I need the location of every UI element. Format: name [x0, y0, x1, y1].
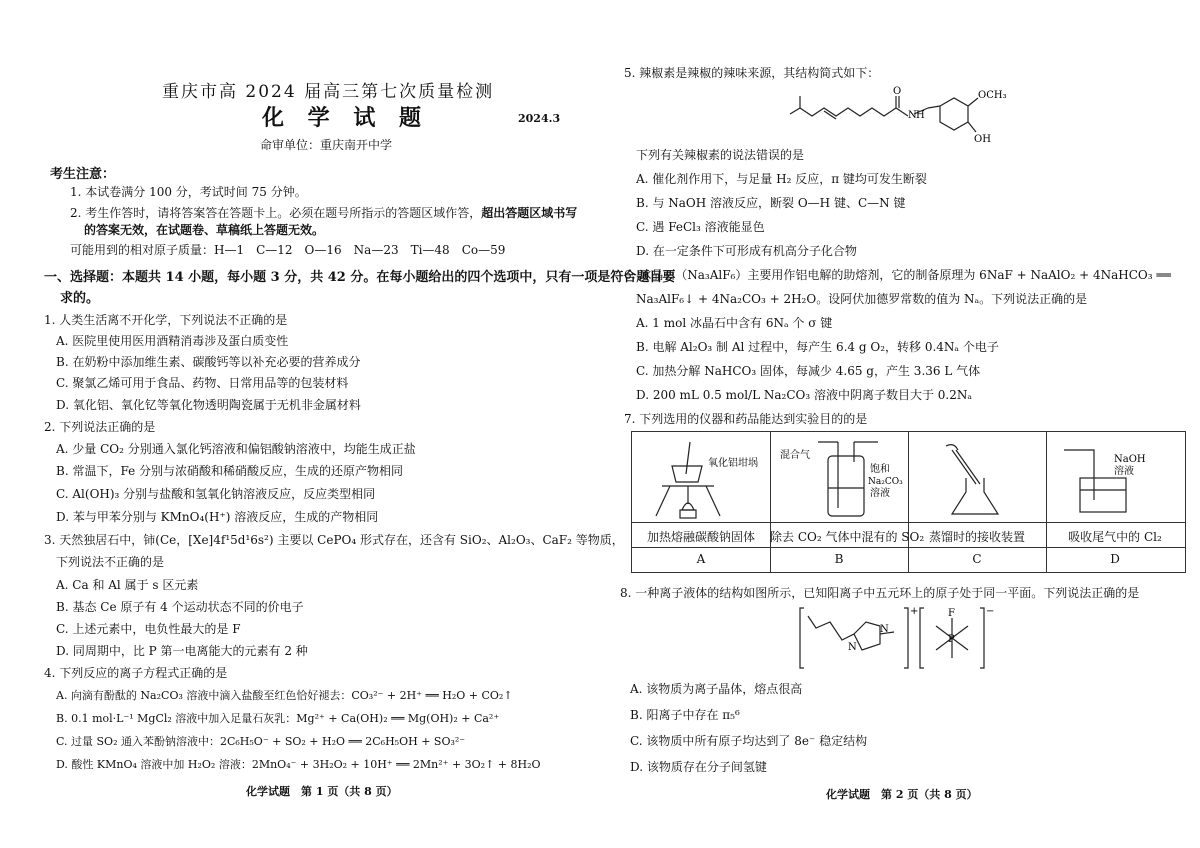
notice-2-cont: 的答案无效，在试题卷、草稿纸上答题无效。: [84, 223, 325, 237]
label-mixed-gas: 混合气: [780, 450, 810, 461]
struct-bond-oh: [968, 122, 976, 132]
q1-option-d: D. 氧化铝、氧化钇等氧化物透明陶瓷属于无机非金属材料: [56, 398, 361, 412]
q6-stem: 6. 冰晶石（Na₃AlF₆）主要用作铝电解的助熔剂，它的制备原理为 6NaF + NaAlO₂ + 4NaHCO₃ ══: [624, 268, 1171, 282]
struct-label-och3: OCH₃: [978, 90, 1007, 101]
page-footer: 化学试题 第 1 页（共 8 页）: [246, 785, 398, 798]
ionic-liquid-structure: [796, 604, 1036, 674]
struct-minus: −: [986, 606, 995, 617]
q2-option-b: B. 常温下，Fe 分别与浓硝酸和稀硝酸反应，生成的还原产物相同: [56, 464, 404, 478]
q3-option-a: A. Ca 和 Al 属于 s 区元素: [56, 578, 199, 592]
q7-table: [631, 431, 1186, 573]
exam-date: 2024.3: [518, 112, 561, 125]
page-footer-2: 化学试题 第 2 页（共 8 页）: [826, 788, 978, 801]
q7-caption-c: 蒸馏时的接收装置: [928, 530, 1025, 544]
q4-option-a: A. 向滴有酚酞的 Na₂CO₃ 溶液中滴入盐酸至红色恰好褪去：CO₃²⁻ + 2H⁺ ══ H₂O + CO₂↑: [56, 689, 513, 702]
apparatus-a-crucible: [642, 438, 762, 520]
q6-option-c: C. 加热分解 NaHCO₃ 固体，每减少 4.65 g，产生 3.36 L 气体: [636, 364, 981, 378]
q3-stem: 3. 天然独居石中，铈(Ce，[Xe]4f¹5d¹6s²) 主要以 CePO₄ 形式存在，还含有 SiO₂、Al₂O₃、CaF₂ 等物质，: [44, 533, 624, 547]
q1-stem: 1. 人类生活离不开化学，下列说法不正确的是: [44, 313, 288, 327]
struct-p: P: [948, 634, 955, 645]
q4-option-b: B. 0.1 mol·L⁻¹ MgCl₂ 溶液中加入足量石灰乳：Mg²⁺ + Ca(OH)₂ ══ Mg(OH)₂ + Ca²⁺: [56, 712, 500, 725]
q2-option-a: A. 少量 CO₂ 分别通入氯化钙溶液和偏铝酸钠溶液中，均能生成正盐: [56, 442, 416, 456]
q5-option-d: D. 在一定条件下可形成有机高分子化合物: [636, 244, 857, 258]
label-solution-b: 溶液: [870, 488, 890, 499]
label-crucible: 氧化铝坩埚: [708, 458, 758, 469]
q6-option-d: D. 200 mL 0.5 mol/L Na₂CO₃ 溶液中阴离子数目大于 0.2Nₐ: [636, 388, 973, 402]
q2-option-c: C. Al(OH)₃ 分别与盐酸和氢氧化钠溶液反应，反应类型相同: [56, 487, 376, 501]
q8-option-d: D. 该物质存在分子间氢键: [630, 760, 767, 774]
label-solution-d: 溶液: [1114, 466, 1134, 477]
apparatus-b-gas-washing: [778, 438, 904, 520]
notice-1: 1. 本试卷满分 100 分，考试时间 75 分钟。: [70, 185, 307, 199]
capsaicin-structure: [780, 84, 1020, 150]
q8-option-c: C. 该物质中所有原子均达到了 8e⁻ 稳定结构: [630, 734, 868, 748]
q7-row-divider-1: [632, 522, 1185, 523]
struct-label-n: N: [908, 110, 917, 121]
q4-option-d: D. 酸性 KMnO₄ 溶液中加 H₂O₂ 溶液：2MnO₄⁻ + 3H₂O₂ + 10H⁺ ══ 2Mn²⁺ + 3O₂↑ + 8H₂O: [56, 758, 541, 771]
q1-option-a: A. 医院里使用医用酒精消毒涉及蛋白质变性: [56, 334, 289, 348]
q1-option-b: B. 在奶粉中添加维生素、碳酸钙等以补充必要的营养成分: [56, 355, 361, 369]
q7-caption-a: 加热熔融碳酸钠固体: [646, 530, 755, 544]
q8-stem: 8. 一种离子液体的结构如图所示，已知阳离子中五元环上的原子处于同一平面。下列说法正确的是: [620, 586, 1140, 600]
q6-option-a: A. 1 mol 冰晶石中含有 6Nₐ 个 σ 键: [636, 316, 833, 330]
q4-option-c: C. 过量 SO₂ 通入苯酚钠溶液中：2C₆H₅O⁻ + SO₂ + H₂O ══ 2C₆H₅OH + SO₃²⁻: [56, 735, 466, 748]
q7-caption-b: 除去 CO₂ 气体中混有的 SO₂: [770, 530, 925, 544]
q5-option-a: A. 催化剂作用下，与足量 H₂ 反应，π 键均可发生断裂: [636, 172, 927, 186]
struct-n1: N: [848, 642, 857, 653]
q6-stem-cont: Na₃AlF₆↓ + 4Na₂CO₃ + 2H₂O。设阿伏加德罗常数的值为 Nₐ。下列说法正确的是: [636, 292, 1088, 306]
setter: 命审单位：重庆南开中学: [260, 138, 393, 152]
q3-stem-cont: 下列说法不正确的是: [56, 555, 165, 569]
q5-stem-cont: 下列有关辣椒素的说法错误的是: [636, 148, 805, 162]
struct-bond-och3: [968, 98, 978, 106]
section-1-heading: 一、选择题：本题共 14 小题，每小题 3 分，共 42 分。在每小题给出的四个选项中，只有一项是符合题目要: [44, 270, 676, 285]
q5-stem: 5. 辣椒素是辣椒的辣味来源，其结构简式如下：: [624, 66, 880, 80]
apparatus-c-receiver: [916, 438, 1040, 520]
apparatus-d-absorber: [1054, 438, 1180, 520]
struct-bond-ring: [928, 106, 940, 108]
q2-stem: 2. 下列说法正确的是: [44, 420, 156, 434]
q7-caption-d: 吸收尾气中的 Cl₂: [1068, 530, 1162, 544]
notice-2: 2. 考生作答时，请将答案答在答题卡上。必须在题号所指示的答题区域作答，超出答题区域书写: [70, 206, 578, 220]
struct-label-o: O: [893, 86, 902, 97]
q6-option-b: B. 电解 Al₂O₃ 制 Al 过程中，每产生 6.4 g O₂，转移 0.4Nₐ 个电子: [636, 340, 999, 354]
q8-option-a: A. 该物质为离子晶体，熔点很高: [630, 682, 803, 696]
struct-n2: N: [880, 624, 889, 635]
atomic-masses: 可能用到的相对原子质量：H—1 C—12 O—16 Na—23 Ti—48 Co—59: [70, 243, 506, 257]
label-na2co3: Na₂CO₃: [868, 477, 903, 487]
q7-stem: 7. 下列选用的仪器和药品能达到实验目的的是: [624, 412, 868, 426]
subject-title: 化 学 试 题: [262, 105, 429, 131]
q7-letter-d: D: [1110, 552, 1120, 566]
exam-title: 重庆市高 2024 届高三第七次质量检测: [162, 82, 495, 102]
struct-chain: [800, 108, 908, 116]
q3-option-b: B. 基态 Ce 原子有 4 个运动状态不同的价电子: [56, 600, 304, 614]
q8-option-b: B. 阳离子中存在 π₅⁶: [630, 708, 740, 722]
q4-stem: 4. 下列反应的离子方程式正确的是: [44, 666, 228, 680]
struct-benzene-ring: [940, 98, 968, 130]
q2-option-d: D. 苯与甲苯分别与 KMnO₄(H⁺) 溶液反应，生成的产物相同: [56, 510, 379, 524]
q7-letter-b: B: [834, 552, 844, 566]
struct-plus: +: [910, 606, 919, 617]
q3-option-d: D. 同周期中，比 P 第一电离能大的元素有 2 种: [56, 644, 308, 658]
q7-row-divider-2: [632, 547, 1185, 548]
label-saturated: 饱和: [870, 464, 890, 475]
label-naoh: NaOH: [1114, 454, 1146, 465]
struct-bond: [790, 96, 800, 114]
q3-option-c: C. 上述元素中，电负性最大的是 F: [56, 622, 241, 636]
q1-option-c: C. 聚氯乙烯可用于食品、药物、日常用品等的包装材料: [56, 376, 349, 390]
struct-label-h: H: [916, 110, 925, 121]
q5-option-b: B. 与 NaOH 溶液反应，断裂 O—H 键、C—N 键: [636, 196, 906, 210]
notice-title: 考生注意：: [50, 167, 116, 182]
section-1-heading-cont: 求的。: [60, 291, 100, 306]
q7-letter-c: C: [972, 552, 982, 566]
struct-f: F: [948, 608, 955, 619]
q7-letter-a: A: [696, 552, 706, 566]
struct-label-oh: OH: [974, 134, 991, 145]
q5-option-c: C. 遇 FeCl₃ 溶液能显色: [636, 220, 765, 234]
